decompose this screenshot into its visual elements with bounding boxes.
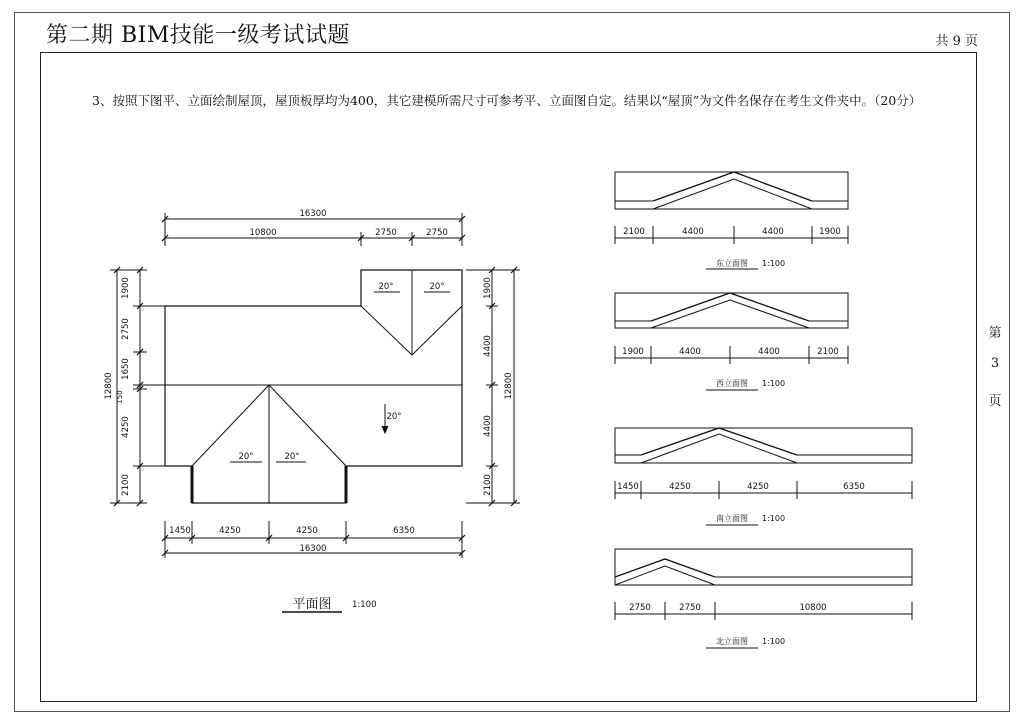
- plan-right-dim: 4400: [483, 335, 493, 357]
- plan-right-dim: 2100: [483, 474, 493, 496]
- south-dim: 4250: [669, 482, 691, 492]
- plan-left-dim: 1900: [121, 277, 131, 299]
- plan-bottom-dim: 6350: [393, 526, 415, 536]
- west-dim: 4400: [679, 347, 701, 357]
- west-scale: 1:100: [762, 379, 786, 388]
- east-dim: 2100: [623, 227, 645, 237]
- north-dim: 2750: [679, 603, 701, 613]
- east-dim: 4400: [762, 227, 784, 237]
- exam-title: 第二期 BIM技能一级考试试题: [46, 23, 350, 48]
- plan-scale: 1:100: [352, 600, 377, 610]
- north-elevation: [615, 549, 912, 648]
- east-scale: 1:100: [762, 259, 786, 268]
- south-title: 南立面图: [716, 514, 748, 523]
- slope-label: 20°: [378, 282, 394, 292]
- slope-label: 20°: [284, 452, 300, 462]
- plan-left-total: 12800: [104, 372, 114, 400]
- north-dim: 10800: [799, 603, 827, 613]
- side-char-ye: 页: [988, 394, 1002, 409]
- south-dim: 4250: [747, 482, 769, 492]
- south-elevation: [615, 428, 912, 525]
- plan-left-dim: 2750: [121, 318, 131, 340]
- east-elevation: [615, 172, 848, 269]
- side-char-di: 第: [988, 326, 1002, 341]
- north-title: 北立面图: [716, 637, 748, 646]
- plan-bottom-dim: 1450: [169, 526, 191, 536]
- plan-title: 平面图: [292, 597, 332, 612]
- north-dim: 2750: [629, 603, 651, 613]
- slope-label: 20°: [429, 282, 445, 292]
- page-count: 共 9 页: [935, 34, 978, 49]
- east-title: 东立面图: [716, 259, 748, 268]
- question-text: 3、按照下图平、立面绘制屋顶，屋顶板厚均为400，其它建模所需尺寸可参考平、立面图自定。结果以“屋顶”为文件名保存在考生文件夹中。（20分）: [92, 93, 922, 108]
- south-dim: 1450: [617, 482, 639, 492]
- plan-right-dim: 1900: [483, 277, 493, 299]
- west-elevation: [615, 293, 848, 390]
- west-title: 西立面图: [716, 379, 748, 388]
- south-dim: 6350: [843, 482, 865, 492]
- plan-top-total: 16300: [299, 209, 327, 219]
- plan-bottom-total: 16300: [299, 544, 327, 554]
- side-char-page-number: 3: [990, 356, 1000, 371]
- west-dim: 2100: [817, 347, 839, 357]
- plan-left-dim: 1650: [121, 358, 131, 380]
- east-dim: 1900: [819, 227, 841, 237]
- plan-bottom-dim: 4250: [296, 526, 318, 536]
- plan-bottom-dim: 4250: [219, 526, 241, 536]
- plan-top-dim: 2750: [375, 228, 397, 238]
- plan-right-total: 12800: [504, 372, 514, 400]
- slope-label: 20°: [386, 412, 402, 422]
- plan-left-dim: 2100: [121, 474, 131, 496]
- west-dim: 1900: [622, 347, 644, 357]
- plan-left-dim: 4250: [121, 416, 131, 438]
- slope-label: 20°: [238, 452, 254, 462]
- plan-right-dim: 4400: [483, 415, 493, 437]
- south-scale: 1:100: [762, 514, 786, 523]
- west-dim: 4400: [758, 347, 780, 357]
- plan-top-dim: 10800: [249, 228, 277, 238]
- plan-left-dim: 150: [116, 390, 124, 404]
- east-dim: 4400: [682, 227, 704, 237]
- north-scale: 1:100: [762, 637, 786, 646]
- plan-top-dim: 2750: [426, 228, 448, 238]
